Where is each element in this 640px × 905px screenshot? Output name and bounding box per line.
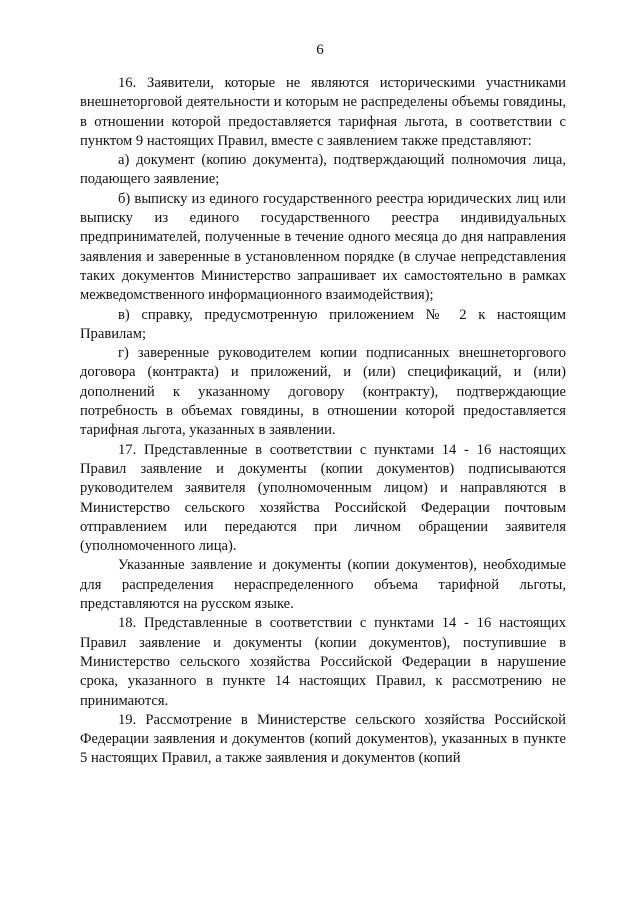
paragraph-17: 17. Представленные в соответствии с пунктами 14 - 16 настоящих Правил заявление и документы (копии документов) подписываются руководителем заявителя (уполномоченным лицом) и направляются в Министерство сельского хозяйства Российской Федерации почтовым отправлением или передаются при личном обращении заявителя (уполномоченного лица). [80, 441, 566, 555]
paragraph-16b: б) выписку из единого государственного реестра юридических лиц или выписку из единого государственного реестра индивидуальных предпринимателей, полученные в течение одного месяца до дня направления заявления и заверенные в установленном порядке (в случае непредставления таких документов Министерство запрашивает их самостоятельно в рамках межведомственного информационного взаимодействия); [80, 190, 566, 304]
page-number: 6 [316, 42, 324, 58]
paragraph-17-language: Указанные заявление и документы (копии документов), необходимые для распределения нераспределенного объема тарифной льготы, представляются на русском языке. [80, 557, 566, 613]
paragraph-16: 16. Заявители, которые не являются историческими участниками внешнеторговой деятельности и которым не распределены объемы говядины, в отношении которой предоставляется тарифная льгота, в соответствии с пунктом 9 настоящих Правил, вместе с заявлением также представляют: [80, 75, 566, 149]
paragraph-16a: а) документ (копию документа), подтверждающий полномочия лица, подающего заявление; [80, 152, 566, 188]
paragraph-16v: в) справку, предусмотренную приложением № 2 к настоящим Правилам; [80, 306, 566, 342]
paragraph-16g: г) заверенные руководителем копии подписанных внешнеторгового договора (контракта) и приложений, и (или) спецификаций, и (или) дополнений к указанному договору (контракту), подтверждающие потребность в объемах говядины, в отношении которой предоставляется тарифная льгота, указанных в заявлении. [80, 345, 566, 439]
paragraph-19: 19. Рассмотрение в Министерстве сельского хозяйства Российской Федерации заявления и документов (копий документов), указанных в пункте 5 настоящих Правил, а также заявления и документов (копий [80, 711, 566, 767]
paragraph-18: 18. Представленные в соответствии с пунктами 14 - 16 настоящих Правил заявление и документы (копии документов), поступившие в Министерство сельского хозяйства Российской Федерации в нарушение срока, указанного в пункте 14 настоящих Правил, к рассмотрению не принимаются. [80, 615, 566, 709]
document-body [80, 74, 566, 769]
